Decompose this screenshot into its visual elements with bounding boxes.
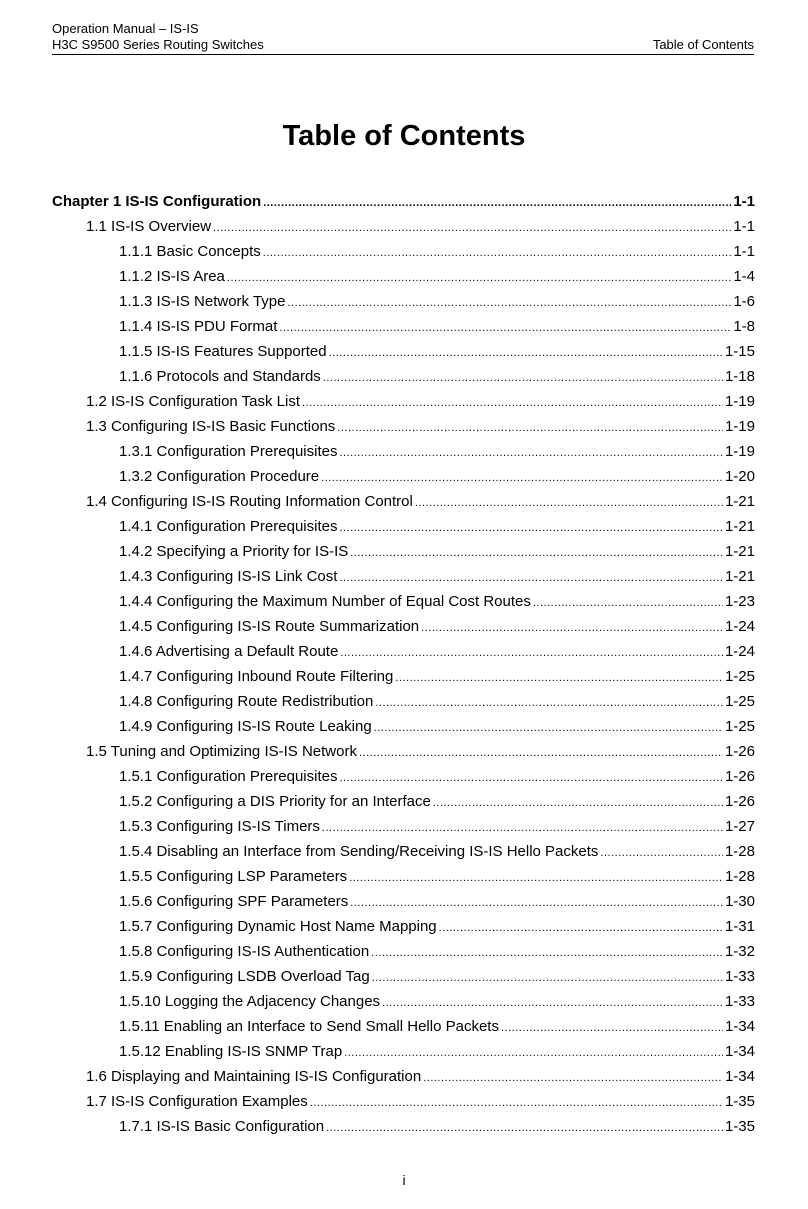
toc-leader-dots (326, 1116, 723, 1141)
toc-entry[interactable] (52, 564, 755, 589)
toc-entry[interactable] (52, 289, 755, 314)
toc-entry[interactable] (52, 314, 755, 339)
toc-entry[interactable] (52, 1089, 755, 1114)
toc-leader-dots (371, 941, 723, 966)
toc-entry-page[interactable]: 1-19 (724, 443, 755, 460)
toc-leader-dots (344, 1041, 723, 1066)
toc-entry[interactable] (52, 414, 755, 439)
page-number: i (402, 1172, 406, 1188)
toc-entry-label[interactable]: 1.1.4 IS-IS PDU Format (119, 318, 278, 335)
toc-leader-dots (339, 516, 723, 541)
toc-entry[interactable] (52, 989, 755, 1014)
toc-entry-label[interactable]: 1.4.8 Configuring Route Redistribution (119, 693, 374, 710)
toc-leader-dots (374, 716, 723, 741)
toc-leader-dots (372, 966, 723, 991)
toc-leader-dots (375, 691, 723, 716)
toc-entry-label[interactable]: 1.3.1 Configuration Prerequisites (119, 443, 338, 460)
toc-entry-page[interactable]: 1-24 (724, 618, 755, 635)
toc-entry-page[interactable]: 1-19 (724, 393, 755, 410)
toc-entry-page[interactable]: 1-25 (724, 668, 755, 685)
toc-entry-page[interactable]: 1-32 (724, 943, 755, 960)
toc-entry-label[interactable]: 1.5.9 Configuring LSDB Overload Tag (119, 968, 370, 985)
toc-entry-label[interactable]: Chapter 1 IS-IS Configuration (52, 193, 262, 210)
manual-title: Operation Manual – IS-IS (52, 21, 199, 36)
toc-leader-dots (533, 591, 723, 616)
toc-leader-dots (501, 1016, 723, 1041)
toc-leader-dots (287, 291, 731, 316)
toc-entry-label[interactable]: 1.4.7 Configuring Inbound Route Filtering (119, 668, 394, 685)
toc-entry-page[interactable]: 1-1 (733, 243, 755, 260)
toc-entry[interactable] (52, 739, 755, 764)
toc-entry-label[interactable]: 1.5 Tuning and Optimizing IS-IS Network (86, 743, 357, 760)
toc-entry-label[interactable]: 1.5.5 Configuring LSP Parameters (119, 868, 348, 885)
toc-entry-label[interactable]: 1.5.10 Logging the Adjacency Changes (119, 993, 381, 1010)
toc-entry-label[interactable]: 1.4.5 Configuring IS-IS Route Summarization (119, 618, 420, 635)
toc-entry-label[interactable]: 1.3.2 Configuration Procedure (119, 468, 320, 485)
toc-entry-page[interactable]: 1-4 (733, 268, 755, 285)
toc-leader-dots (263, 241, 732, 266)
toc-leader-dots (339, 766, 723, 791)
toc-entry-label[interactable]: 1.7 IS-IS Configuration Examples (86, 1093, 308, 1110)
toc-entry[interactable] (52, 939, 755, 964)
toc-entry-page[interactable]: 1-31 (724, 918, 755, 935)
toc-entry-label[interactable]: 1.5.4 Disabling an Interface from Sending/Receiving IS-IS Hello Packets (119, 843, 599, 860)
toc-leader-dots (339, 441, 723, 466)
toc-leader-dots (439, 916, 723, 941)
toc-leader-dots (433, 791, 723, 816)
toc-entry-page[interactable]: 1-34 (724, 1018, 755, 1035)
toc-entry-page[interactable]: 1-34 (724, 1068, 755, 1085)
toc-entry-label[interactable]: 1.4 Configuring IS-IS Routing Information Control (86, 493, 413, 510)
toc-entry[interactable] (52, 1039, 755, 1064)
toc-leader-dots (395, 666, 723, 691)
toc-entry-page[interactable]: 1-35 (724, 1093, 755, 1110)
toc-entry-page[interactable]: 1-8 (733, 318, 755, 335)
toc-entry[interactable] (52, 864, 755, 889)
toc-entry-label[interactable]: 1.4.1 Configuration Prerequisites (119, 518, 338, 535)
toc-entry[interactable] (52, 789, 755, 814)
toc-entry-label[interactable]: 1.1.5 IS-IS Features Supported (119, 343, 327, 360)
toc-entry-label[interactable]: 1.6 Displaying and Maintaining IS-IS Configuration (86, 1068, 422, 1085)
toc-entry[interactable] (52, 639, 755, 664)
toc-entry-label[interactable]: 1.4.4 Configuring the Maximum Number of Equal Cost Routes (119, 593, 531, 610)
toc-leader-dots (302, 391, 723, 416)
toc-entry-page[interactable]: 1-26 (724, 743, 755, 760)
toc-entry[interactable] (52, 239, 755, 264)
toc-entry-page[interactable]: 1-1 (733, 193, 755, 210)
toc-entry-page[interactable]: 1-20 (724, 468, 755, 485)
toc-entry-page[interactable]: 1-26 (724, 768, 755, 785)
toc-entry-page[interactable]: 1-18 (724, 368, 755, 385)
toc-entry[interactable] (52, 914, 755, 939)
toc-entry-page[interactable]: 1-33 (724, 993, 755, 1010)
toc-entry[interactable] (52, 814, 755, 839)
toc-entry-page[interactable]: 1-21 (724, 568, 755, 585)
toc-entry-page[interactable]: 1-1 (733, 218, 755, 235)
toc-entry-page[interactable]: 1-28 (724, 868, 755, 885)
toc-entry-page[interactable]: 1-30 (724, 893, 755, 910)
toc-entry-page[interactable]: 1-35 (724, 1118, 755, 1135)
toc-entry-page[interactable]: 1-19 (724, 418, 755, 435)
toc-entry-label[interactable]: 1.3 Configuring IS-IS Basic Functions (86, 418, 336, 435)
toc-entry[interactable] (52, 1014, 755, 1039)
toc-entry-page[interactable]: 1-21 (724, 543, 755, 560)
toc-leader-dots (349, 866, 723, 891)
toc-entry-label[interactable]: 1.5.1 Configuration Prerequisites (119, 768, 338, 785)
toc-entry-label[interactable]: 1.5.7 Configuring Dynamic Host Name Mapping (119, 918, 437, 935)
toc-entry-label[interactable]: 1.4.9 Configuring IS-IS Route Leaking (119, 718, 372, 735)
toc-entry[interactable] (52, 664, 755, 689)
toc-entry[interactable] (52, 464, 755, 489)
page-header (52, 21, 754, 53)
toc-entry-label[interactable]: 1.4.2 Specifying a Priority for IS-IS (119, 543, 349, 560)
toc-leader-dots (329, 341, 723, 366)
toc-entry-label[interactable]: 1.1.3 IS-IS Network Type (119, 293, 286, 310)
toc-entry-label[interactable]: 1.1.6 Protocols and Standards (119, 368, 321, 385)
toc-leader-dots (421, 616, 723, 641)
toc-entry-label[interactable]: 1.1 IS-IS Overview (86, 218, 212, 235)
toc-entry[interactable] (52, 514, 755, 539)
toc-leader-dots (350, 891, 723, 916)
toc-leader-dots (600, 841, 723, 866)
toc-entry-label[interactable]: 1.2 IS-IS Configuration Task List (86, 393, 300, 410)
toc-leader-dots (227, 266, 731, 291)
toc-entry-label[interactable]: 1.5.11 Enabling an Interface to Send Small Hello Packets (119, 1018, 499, 1035)
toc-entry-label[interactable]: 1.5.6 Configuring SPF Parameters (119, 893, 349, 910)
toc-entry-page[interactable]: 1-28 (724, 843, 755, 860)
toc-entry-label[interactable]: 1.1.2 IS-IS Area (119, 268, 225, 285)
toc-entry-label[interactable]: 1.4.3 Configuring IS-IS Link Cost (119, 568, 338, 585)
toc-entry[interactable] (52, 589, 755, 614)
toc-entry-page[interactable]: 1-21 (724, 518, 755, 535)
toc-entry-label[interactable]: 1.5.12 Enabling IS-IS SNMP Trap (119, 1043, 343, 1060)
toc-entry[interactable] (52, 214, 755, 239)
toc-entry[interactable] (52, 439, 755, 464)
toc-leader-dots (340, 641, 723, 666)
toc-entry-label[interactable]: 1.1.1 Basic Concepts (119, 243, 261, 260)
section-name: Table of Contents (652, 37, 754, 52)
toc-entry[interactable] (52, 889, 755, 914)
toc-leader-dots (310, 1091, 723, 1116)
toc-entry-page[interactable]: 1-25 (724, 718, 755, 735)
toc-leader-dots (382, 991, 723, 1016)
toc-leader-dots (263, 191, 731, 216)
toc-entry[interactable] (52, 764, 755, 789)
toc-entry[interactable] (52, 1114, 755, 1139)
header-row (52, 37, 754, 53)
table-of-contents (52, 189, 755, 1139)
toc-entry-page[interactable]: 1-25 (724, 693, 755, 710)
toc-entry-page[interactable]: 1-26 (724, 793, 755, 810)
toc-leader-dots (350, 541, 723, 566)
toc-entry[interactable] (52, 264, 755, 289)
toc-leader-dots (339, 566, 723, 591)
toc-entry-label[interactable]: 1.5.3 Configuring IS-IS Timers (119, 818, 320, 835)
toc-leader-dots (322, 816, 723, 841)
toc-entry[interactable] (52, 964, 755, 989)
toc-entry-label[interactable]: 1.4.6 Advertising a Default Route (119, 643, 339, 660)
toc-entry[interactable] (52, 389, 755, 414)
toc-entry-label[interactable]: 1.5.2 Configuring a DIS Priority for an Interface (119, 793, 431, 810)
toc-entry-page[interactable]: 1-33 (724, 968, 755, 985)
product-name: H3C S9500 Series Routing Switches (52, 37, 264, 52)
toc-entry[interactable] (52, 489, 755, 514)
toc-leader-dots (323, 366, 723, 391)
toc-entry-page[interactable]: 1-34 (724, 1043, 755, 1060)
toc-leader-dots (321, 466, 723, 491)
toc-entry[interactable] (52, 364, 755, 389)
toc-entry-label[interactable]: 1.5.8 Configuring IS-IS Authentication (119, 943, 370, 960)
toc-leader-dots (213, 216, 731, 241)
toc-entry-page[interactable]: 1-24 (724, 643, 755, 660)
toc-entry[interactable] (52, 1064, 755, 1089)
toc-entry[interactable] (52, 714, 755, 739)
page-title: Table of Contents (282, 120, 526, 152)
toc-leader-dots (359, 741, 723, 766)
toc-entry-label[interactable]: 1.7.1 IS-IS Basic Configuration (119, 1118, 325, 1135)
header-divider (52, 54, 754, 55)
toc-entry[interactable] (52, 189, 755, 214)
toc-leader-dots (423, 1066, 723, 1091)
toc-entry[interactable] (52, 689, 755, 714)
toc-entry-page[interactable]: 1-15 (724, 343, 755, 360)
toc-entry-page[interactable]: 1-27 (724, 818, 755, 835)
toc-leader-dots (415, 491, 723, 516)
toc-entry[interactable] (52, 839, 755, 864)
toc-entry[interactable] (52, 339, 755, 364)
toc-entry-page[interactable]: 1-6 (733, 293, 755, 310)
toc-entry-page[interactable]: 1-21 (724, 493, 755, 510)
toc-leader-dots (337, 416, 723, 441)
toc-entry-page[interactable]: 1-23 (724, 593, 755, 610)
toc-leader-dots (279, 316, 731, 341)
toc-entry[interactable] (52, 539, 755, 564)
toc-entry[interactable] (52, 614, 755, 639)
